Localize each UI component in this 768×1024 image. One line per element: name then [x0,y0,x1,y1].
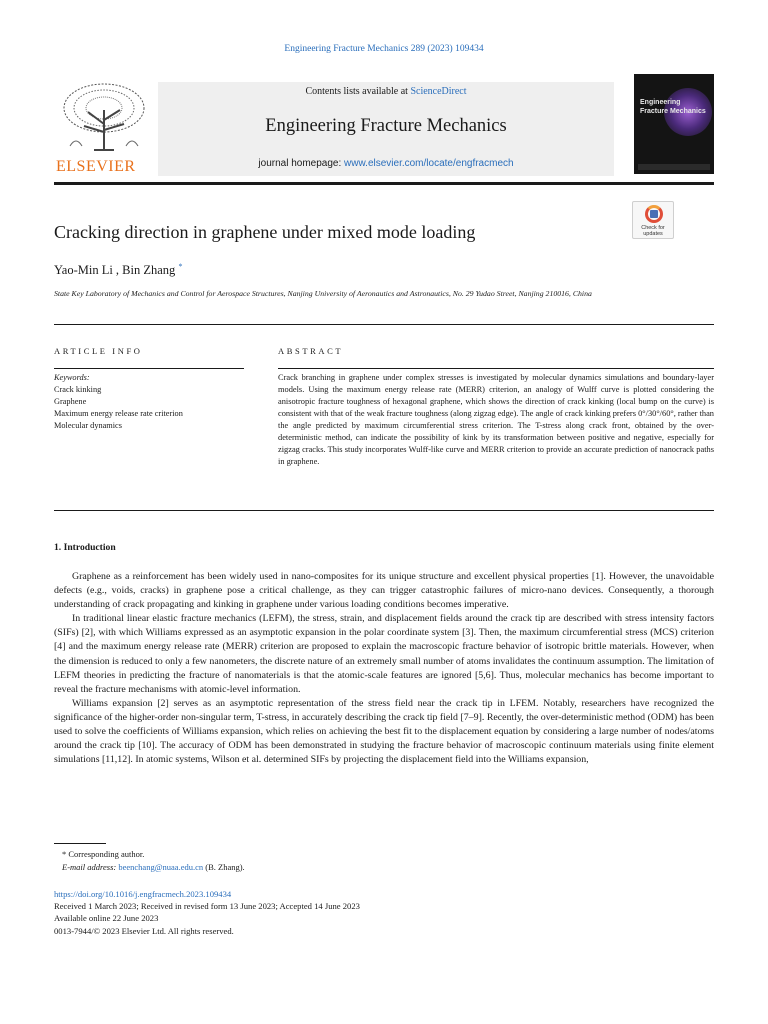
author-names: Yao-Min Li , Bin Zhang [54,263,176,278]
introduction-body [54,570,714,767]
sciencedirect-link[interactable]: ScienceDirect [410,86,467,97]
email-line [62,861,245,874]
contents-prefix: Contents lists available at [305,86,411,97]
contents-available-line [158,86,614,97]
email-suffix: (B. Zhang). [205,861,245,872]
journal-homepage-line [158,158,614,169]
check-for-updates-button[interactable] [632,201,674,239]
cover-footer-band [638,164,710,170]
masthead-divider [54,182,714,185]
email-label: E-mail address: [62,861,117,872]
elsevier-wordmark: ELSEVIER [56,158,136,175]
article-title: Cracking direction in graphene under mixed mode loading [54,222,476,242]
cover-title [640,98,706,116]
homepage-prefix: journal homepage: [258,158,345,169]
received-dates: Received 1 March 2023; Received in revised form 13 June 2023; Accepted 14 June 2023 [54,901,360,912]
check-updates-line1: Check for [641,225,665,231]
elsevier-tree-icon [58,80,150,152]
intro-paragraph: Williams expansion [2] serves as an asymptotic representation of the stress field near the crack tip in LFEM. Notably, researchers have recognized the significance of the higher-order non-singular term, T-stress, in accurately describing the crack tip field [7–9]. Recently, the over-deterministic method (ODM) has been used to solve the coefficients of Williams expansion, which relies on achieving the best fit to the displacement equation by considering a large number of nodes/atoms around the crack tip [10]. The accuracy of ODM has been demonstrated in studying the fracture behavior of macroscopic continuum materials using finite element simulations [11,12]. In atomic systems, Wilson et al. determined SIFs by projecting the displacement field into the Williams expansion, [54,697,714,766]
abstract-heading: ABSTRACT [278,346,344,356]
journal-title[interactable]: Engineering Fracture Mechanics [265,116,507,136]
available-online-date: Available online 22 June 2023 [54,913,159,924]
keywords-list [54,372,183,432]
journal-cover-image[interactable] [634,74,714,174]
article-info-heading: ARTICLE INFO [54,346,143,356]
copyright-line: 0013-7944/© 2023 Elsevier Ltd. All rights reserved. [54,925,234,936]
abstract-rule [278,368,714,369]
intro-paragraph: Graphene as a reinforcement has been widely used in nano-composites for its unique structure and excellent physical properties [1]. However, the unavoidable defects (e.g., voids, cracks) in graphene pose a critical challenge, as they can trigger catastrophic failures of micro-nano devices. Consequently, a thorough understanding of crack propagating and kinking in graphene under various loading conditions becomes imperative. [54,571,714,611]
keywords-label: Keywords: [54,373,90,382]
article-info-rule [54,368,244,369]
email-link[interactable]: beenchang@nuaa.edu.cn [118,861,204,872]
keyword-item: Graphene [54,397,87,406]
doi-link[interactable]: https://doi.org/10.1016/j.engfracmech.2023.109434 [54,889,232,899]
keyword-item: Molecular dynamics [54,421,122,430]
corresponding-author-note [62,848,245,861]
footnote-mark: * [62,849,67,859]
abstract-text: Crack branching in graphene under complex stresses is investigated by molecular dynamics simulations and boundary-layer models. Using the maximum energy release rate (MERR) criterion, an analogy of Wulff curve is plotted considering the anisotropic fracture toughness of hexagonal graphene, which shows the direction of crack kinking (local bump on the curve) is consistent with that of the weak fracture toughness (along zigzag edge). The angle of crack kinking prefers 0°/30°/60°, rather than the angle predicted by maximum circumferential stress criterion. The T-stress along crack front, obtained by the over-deterministic method, can indicate the possibility of kink by its transformation between positive and negative, especially for zigzag cracks. This study incorporates Wulff-like curve and MERR criterion to provide an accurate prediction of nanocrack paths in graphene. [278,373,714,466]
front-matter-divider [54,324,714,325]
publication-info [54,888,360,937]
footnote-rule [54,843,106,844]
footnote [62,848,245,873]
corresponding-label: Corresponding author. [68,849,145,859]
check-updates-label [633,225,673,237]
check-updates-line2: updates [643,231,663,237]
elsevier-logo[interactable] [54,76,154,176]
masthead-center [158,82,614,176]
cover-title-line2: Fracture Mechanics [640,108,706,115]
author-list [54,262,182,278]
author-affiliation: State Key Laboratory of Mechanics and Control for Aerospace Structures, Nanjing University of Aeronautics and Astronautics, No. 29 Yudao Street, Nanjing 210016, China [54,289,592,298]
introduction-heading: 1. Introduction [54,542,116,553]
abstract-divider [54,510,714,511]
check-updates-icon [645,205,663,223]
journal-homepage-link[interactable]: www.elsevier.com/locate/engfracmech [344,158,514,169]
intro-paragraph: In traditional linear elastic fracture mechanics (LEFM), the stress, strain, and displacement fields around the crack tip are described with stress intensity factors (SIFs) [2], with which Williams expressed as an asymptotic expansion in the polar coordinate system [3]. Then, the maximum circumferential stress (MCS) criterion [4] and the maximum energy release rate (MERR) criterion are proposed to explain the macroscopic fracture behavior of isotropic brittle materials. However, when the dimension is reduced to only a few nanometers, the discrete nature of an extremely small number of atoms invalidates the continuum assumption. The limitation of LEFM theories in predicting the fracture of nanomaterials is that the atomic-scale features are ignored [5,6]. Thus, molecular mechanics has become important to reveal the fracture mechanisms with atomic-level information. [54,613,714,695]
journal-citation-link[interactable]: Engineering Fracture Mechanics 289 (2023) 109434 [284,44,484,54]
cover-title-line1: Engineering [640,99,681,106]
keyword-item: Maximum energy release rate criterion [54,409,183,418]
journal-masthead [54,74,714,180]
corresponding-author-mark[interactable]: * [178,262,183,271]
keyword-item: Crack kinking [54,385,102,394]
